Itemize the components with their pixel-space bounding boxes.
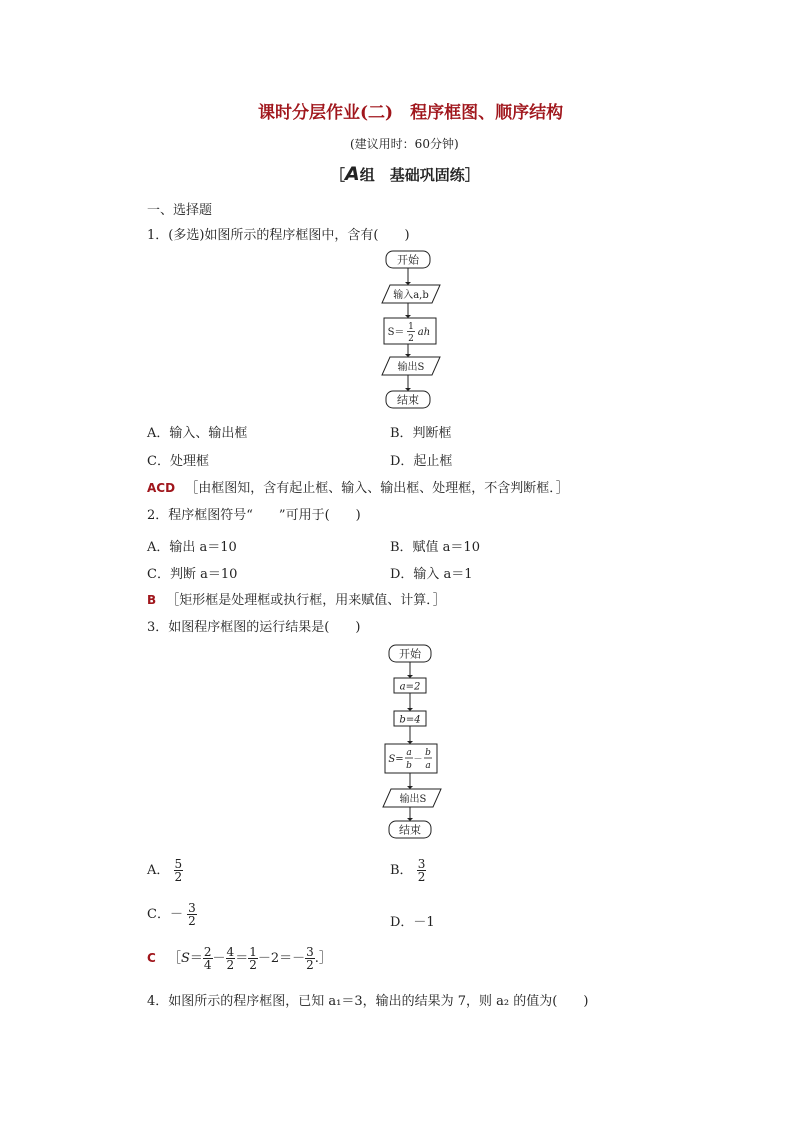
group-bracket-close: ］	[464, 166, 480, 184]
q1-option-b: B．判断框	[390, 426, 452, 441]
q3-f1-den: b	[406, 761, 412, 771]
q2-option-c: C．判断 a＝10	[147, 567, 238, 582]
q1-end-text: 结束	[397, 393, 419, 407]
q3-output-text: 输出S	[399, 794, 427, 805]
group-bracket-open: ［	[330, 166, 346, 184]
q2-option-b: B．赋值 a＝10	[390, 540, 480, 555]
q3-option-c-label: C．－	[147, 907, 183, 922]
q1-output-text: 输出S	[397, 362, 425, 373]
q1-process-rhs: ah	[417, 327, 431, 338]
q3-end-text: 结束	[399, 823, 421, 837]
q1-flowchart	[370, 248, 460, 413]
q3-f1-num: a	[406, 748, 412, 758]
q1-answer: ACD	[147, 481, 176, 495]
q2-answer-line	[147, 589, 446, 608]
q3-f2-den: a	[425, 761, 431, 771]
q2-stem: 2．程序框图符号“ ”可用于( )	[147, 508, 361, 523]
q1-process-frac-num: 1	[408, 322, 414, 332]
q3-option-b-label: B．	[390, 863, 413, 878]
q3-option-d: D．－1	[390, 915, 435, 930]
q1-start-text: 开始	[397, 253, 419, 267]
q3-start-text: 开始	[399, 647, 421, 661]
group-letter: A	[345, 163, 360, 185]
q2-explanation: ［矩形框是处理框或执行框，用来赋值、计算．］	[166, 593, 446, 608]
q3-process-minus: －	[413, 755, 423, 765]
q1-stem: 1．(多选)如图所示的程序框图中，含有( )	[147, 228, 410, 243]
q3-stem: 3．如图程序框图的运行结果是( )	[147, 620, 361, 635]
q2-option-d: D．输入 a＝1	[390, 567, 473, 582]
q3-answer-line	[147, 946, 332, 971]
q2-answer: B	[147, 593, 157, 607]
q3-option-b-fraction: $\frac{3}{2}$	[417, 857, 426, 884]
q3-option-b	[390, 858, 426, 883]
q3-answer: C	[147, 951, 156, 965]
q1-process-frac-den: 2	[408, 334, 414, 344]
q1-option-a: A．输入、输出框	[147, 426, 248, 441]
q3-step1-text: a=2	[399, 681, 421, 693]
q3-option-a-label: A．	[147, 863, 170, 878]
group-label: 组 基础巩固练	[359, 166, 465, 184]
time-note: (建议用时：60分钟)	[350, 137, 459, 151]
q3-process-lhs: S=	[388, 754, 404, 765]
q3-explanation: ［S＝ $\frac{2}{4}$ － $\frac{4}{2}$ ＝ $\frac{1}{2}$ －2＝－ $\frac{3}{2}$ .］	[167, 945, 332, 972]
q3-option-a	[147, 858, 183, 883]
group-heading	[330, 163, 480, 185]
q1-process-lhs: S＝	[387, 327, 405, 338]
q3-f2-num: b	[425, 748, 431, 758]
q3-option-c	[147, 902, 197, 927]
page-title: 课时分层作业(二) 程序框图、顺序结构	[258, 103, 564, 123]
q1-option-c: C．处理框	[147, 454, 209, 469]
q3-option-a-fraction: $\frac{5}{2}$	[174, 857, 183, 884]
q1-answer-line	[147, 477, 569, 496]
q2-option-a: A．输出 a＝10	[147, 540, 237, 555]
section-label: 一、选择题	[147, 203, 213, 218]
q4-stem: 4．如图所示的程序框图，已知 a₁＝3，输出的结果为 7，则 a₂ 的值为( )	[147, 994, 589, 1009]
q1-input-text: 输入a,b	[393, 290, 429, 301]
q3-flowchart	[375, 642, 455, 842]
q3-step2-text: b=4	[399, 714, 421, 726]
q1-explanation: ［由框图知，含有起止框、输入、输出框、处理框，不含判断框．］	[185, 481, 569, 496]
q3-option-c-fraction: $\frac{3}{2}$	[188, 901, 196, 928]
q1-option-d: D．起止框	[390, 454, 453, 469]
